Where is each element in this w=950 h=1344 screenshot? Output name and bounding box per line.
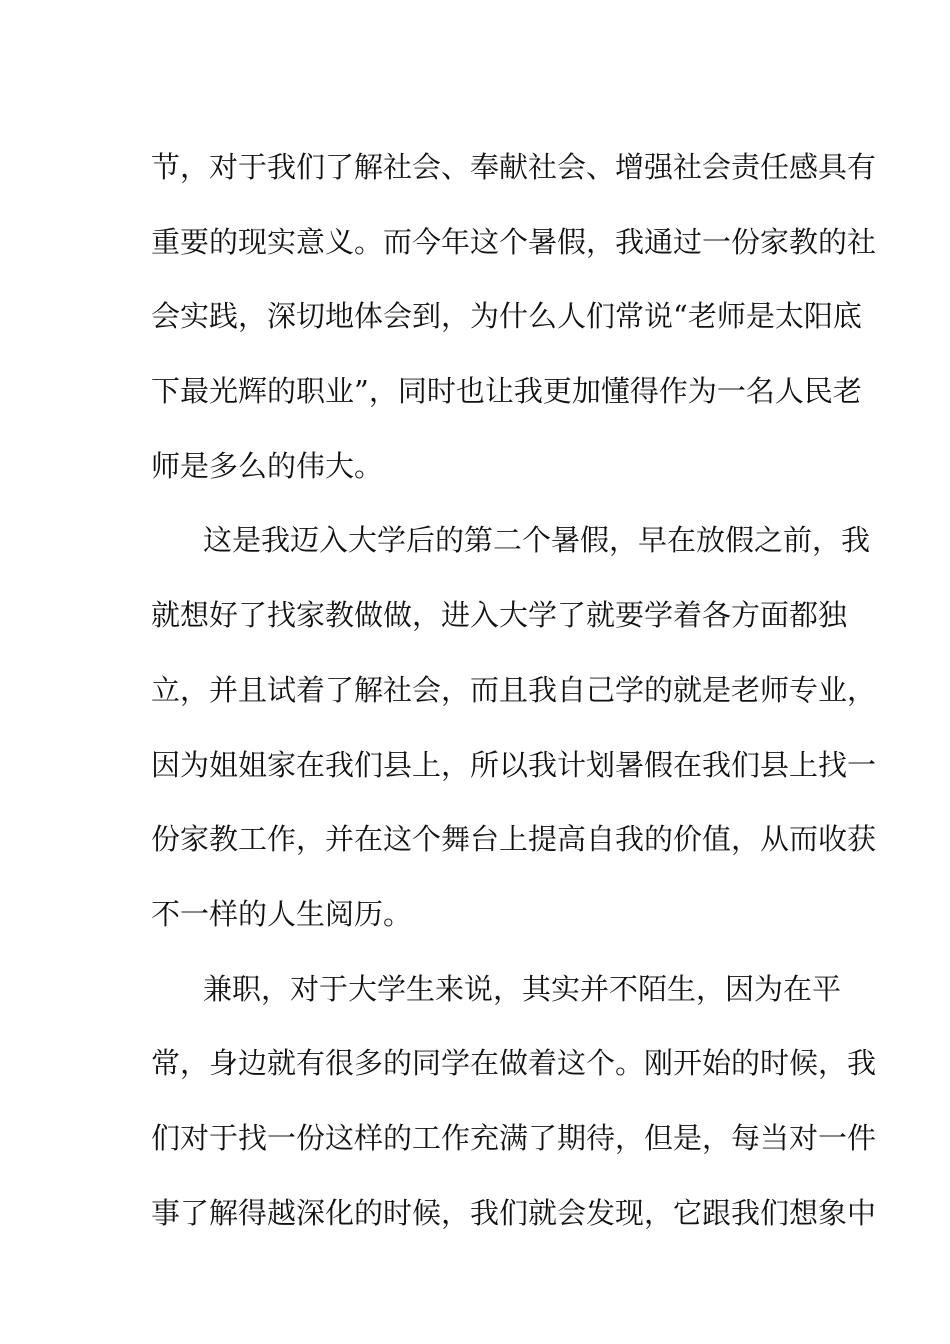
text-line: 常，身边就有很多的同学在做着这个。刚开始的时候，我 bbox=[151, 1046, 877, 1081]
text-line: 会实践，深切地体会到，为什么人们常说“老师是太阳底 bbox=[151, 299, 862, 334]
text-line: 下最光辉的职业”，同时也让我更加懂得作为一名人民老 bbox=[151, 374, 862, 409]
text-line: 这是我迈入大学后的第二个暑假，早在放假之前，我 bbox=[203, 523, 871, 558]
text-line: 不一样的人生阅历。 bbox=[151, 896, 413, 931]
text-line: 重要的现实意义。而今年这个暑假，我通过一份家教的社 bbox=[151, 224, 877, 259]
text-line: 们对于找一份这样的工作充满了期待，但是，每当对一件 bbox=[151, 1120, 877, 1155]
text-line: 师是多么的伟大。 bbox=[151, 448, 384, 483]
body-text bbox=[151, 130, 877, 1250]
text-line: 因为姐姐家在我们县上，所以我计划暑假在我们县上找一 bbox=[151, 747, 877, 782]
text-line: 立，并且试着了解社会，而且我自己学的就是老师专业， bbox=[151, 672, 877, 707]
text-line: 节，对于我们了解社会、奉献社会、增强社会责任感具有 bbox=[151, 150, 877, 184]
text-line: 事了解得越深化的时候，我们就会发现，它跟我们想象中 bbox=[151, 1195, 877, 1230]
text-line: 就想好了找家教做做，进入大学了就要学着各方面都独 bbox=[151, 598, 848, 633]
text-line: 份家教工作，并在这个舞台上提高自我的价值，从而收获 bbox=[151, 822, 877, 857]
text-line: 兼职，对于大学生来说，其实并不陌生，因为在平 bbox=[203, 971, 842, 1006]
